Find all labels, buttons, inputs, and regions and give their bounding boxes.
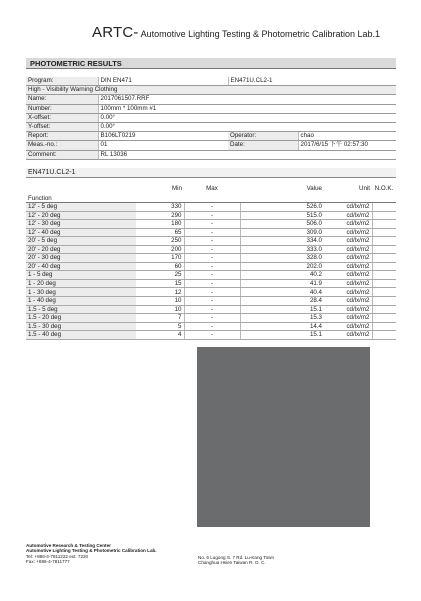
table-row	[26, 314, 396, 323]
row-unit: cd/lx/m2	[324, 245, 372, 254]
row-max: -	[184, 211, 240, 220]
table-row	[26, 305, 396, 314]
table-row	[26, 203, 396, 212]
row-max: -	[184, 271, 240, 280]
row-min: 10	[136, 297, 184, 306]
row-max: -	[184, 314, 240, 323]
row-value: 515.0	[240, 211, 324, 220]
info-table	[26, 77, 396, 160]
row-function: 1.5 - 5 deg	[26, 305, 136, 314]
header-unit: Unit	[324, 185, 372, 203]
row-unit: cd/lx/m2	[324, 237, 372, 246]
yoffset-value: 0.00°	[98, 122, 396, 131]
row-unit: cd/lx/m2	[324, 288, 372, 297]
footer-org2: Automotive Lighting Testing & Photometric Calibration Lab.	[26, 548, 157, 554]
row-nok	[372, 271, 396, 280]
table-row	[26, 228, 396, 237]
row-value: 333.0	[240, 245, 324, 254]
row-max: -	[184, 305, 240, 314]
table-row	[26, 279, 396, 288]
row-unit: cd/lx/m2	[324, 220, 372, 229]
table-row	[26, 220, 396, 229]
row-unit: cd/lx/m2	[324, 271, 372, 280]
row-min: 60	[136, 262, 184, 271]
row-max: -	[184, 279, 240, 288]
row-min: 200	[136, 245, 184, 254]
report-value: B106LT0219	[98, 132, 228, 141]
row-function: 12' - 20 deg	[26, 211, 136, 220]
xoffset-label: X-offset:	[26, 113, 98, 122]
row-nok	[372, 237, 396, 246]
row-function: 1.5 - 40 deg	[26, 331, 136, 340]
date-value: 2017/6/15 下午 02:57:30	[298, 141, 396, 150]
row-unit: cd/lx/m2	[324, 305, 372, 314]
row-value: 15.3	[240, 314, 324, 323]
name-value: 2017061507.RRF	[98, 95, 396, 104]
row-min: 250	[136, 237, 184, 246]
row-function: 12' - 30 deg	[26, 220, 136, 229]
row-max: -	[184, 245, 240, 254]
row-min: 330	[136, 203, 184, 212]
row-value: 526.0	[240, 203, 324, 212]
row-function: 1 - 5 deg	[26, 271, 136, 280]
row-value: 14.4	[240, 322, 324, 331]
row-nok	[372, 211, 396, 220]
row-function: 20' - 40 deg	[26, 262, 136, 271]
table-row	[26, 211, 396, 220]
row-min: 12	[136, 288, 184, 297]
program-value: DIN EN471	[98, 77, 228, 86]
row-min: 180	[136, 220, 184, 229]
section-title: PHOTOMETRIC RESULTS	[26, 58, 396, 69]
row-max: -	[184, 228, 240, 237]
row-nok	[372, 220, 396, 229]
header-function: Function	[26, 185, 136, 203]
comment-label: Comment:	[26, 150, 98, 159]
row-unit: cd/lx/m2	[324, 211, 372, 220]
info-row-number	[26, 104, 396, 113]
row-max: -	[184, 254, 240, 263]
table-row	[26, 237, 396, 246]
row-unit: cd/lx/m2	[324, 297, 372, 306]
table-row	[26, 331, 396, 340]
info-row-yoffset	[26, 122, 396, 131]
row-function: 12' - 5 deg	[26, 203, 136, 212]
table-row	[26, 262, 396, 271]
row-value: 202.0	[240, 262, 324, 271]
header-min: Min	[136, 185, 184, 203]
measno-value: 01	[98, 141, 228, 150]
footer-org1: Automotive Research & Testing Center	[26, 543, 111, 548]
info-row-report	[26, 132, 396, 141]
row-min: 65	[136, 228, 184, 237]
info-row-comment	[26, 150, 396, 159]
row-nok	[372, 297, 396, 306]
row-max: -	[184, 297, 240, 306]
row-nok	[372, 288, 396, 297]
operator-label: Operator:	[228, 132, 298, 141]
yoffset-label: Y-offset:	[26, 122, 98, 131]
footer-fax: Fax: +886-4-7811777	[26, 559, 70, 565]
row-value: 328.0	[240, 254, 324, 263]
row-max: -	[184, 322, 240, 331]
row-value: 334.0	[240, 237, 324, 246]
row-function: 20' - 20 deg	[26, 245, 136, 254]
header-value: Value	[240, 185, 324, 203]
row-nok	[372, 279, 396, 288]
table-row	[26, 288, 396, 297]
row-function: 1.5 - 30 deg	[26, 322, 136, 331]
row-max: -	[184, 262, 240, 271]
info-row-program	[26, 77, 396, 86]
row-max: -	[184, 203, 240, 212]
measno-label: Meas.-no.:	[26, 141, 98, 150]
table-row	[26, 271, 396, 280]
table-row	[26, 245, 396, 254]
row-min: 10	[136, 305, 184, 314]
row-min: 4	[136, 331, 184, 340]
row-nok	[372, 305, 396, 314]
header-max: Max	[184, 185, 240, 203]
row-max: -	[184, 331, 240, 340]
header-nok: N.O.K.	[372, 185, 396, 203]
row-unit: cd/lx/m2	[324, 203, 372, 212]
row-min: 290	[136, 211, 184, 220]
results-body	[26, 203, 396, 340]
program-extra: EN471U.CL2-1	[228, 77, 396, 86]
row-nok	[372, 203, 396, 212]
info-row-description	[26, 86, 396, 95]
row-unit: cd/lx/m2	[324, 262, 372, 271]
results-table	[26, 185, 396, 340]
row-value: 15.1	[240, 305, 324, 314]
row-max: -	[184, 220, 240, 229]
report-header	[92, 24, 402, 41]
header-brand: ARTC-	[92, 24, 139, 41]
row-function: 1 - 40 deg	[26, 297, 136, 306]
date-label: Date:	[228, 141, 298, 150]
row-min: 15	[136, 279, 184, 288]
subsection-title: EN471U.CL2-1	[26, 168, 396, 178]
row-nok	[372, 314, 396, 323]
number-label: Number:	[26, 104, 98, 113]
row-nok	[372, 331, 396, 340]
row-value: 15.1	[240, 331, 324, 340]
footer-address	[198, 555, 274, 566]
row-value: 41.9	[240, 279, 324, 288]
info-row-name	[26, 95, 396, 104]
program-description: High - Visibility Warning Clothing	[26, 86, 396, 95]
row-nok	[372, 228, 396, 237]
table-row	[26, 322, 396, 331]
row-unit: cd/lx/m2	[324, 254, 372, 263]
header-lab-name: Automotive Lighting Testing & Photometric Calibration Lab.1	[138, 29, 381, 39]
row-function: 12' - 40 deg	[26, 228, 136, 237]
row-max: -	[184, 288, 240, 297]
info-row-xoffset	[26, 113, 396, 122]
operator-value: chao	[298, 132, 396, 141]
row-nok	[372, 322, 396, 331]
table-row	[26, 297, 396, 306]
comment-value: RL 13036	[98, 150, 396, 159]
report-label: Report:	[26, 132, 98, 141]
row-unit: cd/lx/m2	[324, 279, 372, 288]
row-min: 7	[136, 314, 184, 323]
row-unit: cd/lx/m2	[324, 331, 372, 340]
row-max: -	[184, 237, 240, 246]
row-unit: cd/lx/m2	[324, 314, 372, 323]
row-function: 20' - 30 deg	[26, 254, 136, 263]
name-label: Name:	[26, 95, 98, 104]
row-unit: cd/lx/m2	[324, 228, 372, 237]
xoffset-value: 0.00°	[98, 113, 396, 122]
program-label: Program:	[26, 77, 98, 86]
footer-addr2: Changhua Hsien Taiwan R. O. C.	[198, 560, 266, 566]
table-row	[26, 254, 396, 263]
info-row-measno	[26, 141, 396, 150]
row-min: 25	[136, 271, 184, 280]
row-function: 1.5 - 20 deg	[26, 314, 136, 323]
row-unit: cd/lx/m2	[324, 322, 372, 331]
row-function: 1 - 30 deg	[26, 288, 136, 297]
row-min: 5	[136, 322, 184, 331]
row-function: 20' - 5 deg	[26, 237, 136, 246]
row-value: 40.4	[240, 288, 324, 297]
row-nok	[372, 262, 396, 271]
number-value: 100mm * 100mm #1	[98, 104, 396, 113]
row-min: 170	[136, 254, 184, 263]
row-value: 40.2	[240, 271, 324, 280]
footer-addr1: No. 6 Lugong S. 7 Rd. Lu-Kang Town	[198, 555, 275, 560]
row-value: 309.0	[240, 228, 324, 237]
footer-organization	[26, 543, 157, 565]
row-function: 1 - 20 deg	[26, 279, 136, 288]
row-nok	[372, 254, 396, 263]
row-value: 28.4	[240, 297, 324, 306]
row-nok	[372, 245, 396, 254]
row-value: 506.0	[240, 220, 324, 229]
sample-photo	[197, 347, 370, 527]
results-header-row	[26, 185, 396, 203]
footer-tel: Tel: +886-4-7811222 ext. 7220	[26, 553, 89, 559]
